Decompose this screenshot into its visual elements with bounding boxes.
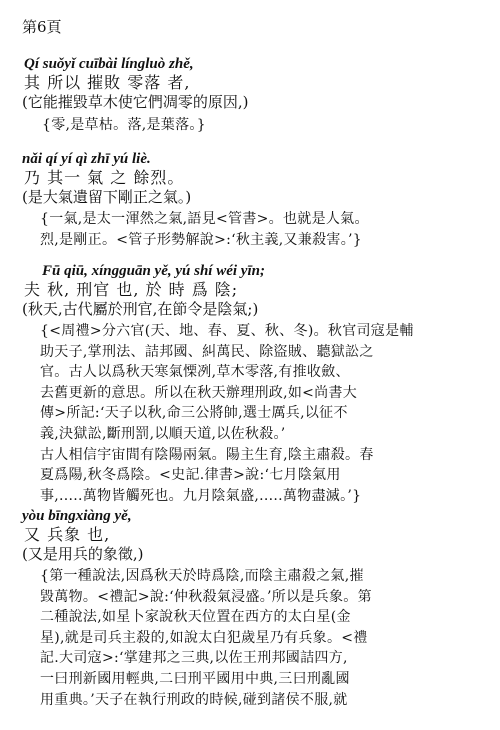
note-line: 古人相信宇宙間有陰陽兩氣。陽主生育,陰主肅殺。春 <box>40 446 374 463</box>
pinyin-line: Qí suǒyǐ cuībài língluò zhě, <box>24 56 194 72</box>
note-line: 義,決獄訟,斷刑罰,以順天道,以佐秋殺。’ <box>40 425 286 442</box>
note-line: {<周禮>分六官(天、地、春、夏、秋、冬)。秋官司寇是輔 <box>40 323 414 339</box>
note-line: 用重典。’天子在執行刑政的時候,碰到諸侯不服,就 <box>40 691 348 708</box>
note-line: 事,.....萬物皆觸死也。九月陰氣盛,.....萬物盡滅。’} <box>40 487 362 504</box>
section-3 <box>0 263 500 506</box>
note-line: 二種說法,如星卜家說秋天位置在西方的太白星(金 <box>40 609 351 626</box>
chinese-line: 夫 秋, 刑官 也, 於 時 爲 陰; <box>24 280 239 299</box>
note-line: 烈,是剛正。<管子形勢解說>:‘秋主義,又兼殺害。’} <box>40 231 362 248</box>
section-2 <box>0 151 500 250</box>
note-line: 一曰刑新國用輕典,二曰刑平國用中典,三曰刑亂國 <box>40 670 350 687</box>
note-line: 毀萬物。<禮記>說:‘仲秋殺氣浸盛。’所以是兵象。第 <box>40 588 372 605</box>
note-line: {一氣,是太一渾然之氣,語見<管書>。也就是人氣。 <box>40 211 369 227</box>
note-line: 助天子,掌刑法、詰邦國、糾萬民、除盜賊、聽獄訟之 <box>40 343 374 360</box>
chinese-line: 又 兵象 也, <box>24 525 111 544</box>
pinyin-line: yòu bīngxiàng yě, <box>22 508 132 524</box>
translation-line: (它能摧毀草木使它們凋零的原因,) <box>22 93 249 111</box>
note-line: 夏爲陽,秋冬爲陰。<史記.律書>說:‘七月陰氣用 <box>40 467 341 484</box>
note-line: {零,是草枯。落,是葉落。} <box>42 117 206 133</box>
note-line: 傳>所記:‘天子以秋,命三公將帥,選士厲兵,以征不 <box>40 405 348 422</box>
note-line: 記.大司寇>:‘掌建邦之三典,以佐王刑邦國詰四方, <box>40 650 348 667</box>
translation-line: (是大氣遺留下剛正之氣。) <box>22 188 192 206</box>
section-1 <box>0 56 500 136</box>
pinyin-line: Fū qiū, xíngguān yě, yú shí wéi yīn; <box>42 263 265 279</box>
note-line: 去舊更新的意思。所以在秋天辦理刑政,如<尚書大 <box>40 384 358 401</box>
pinyin-line: nǎi qí yí qì zhī yú liè. <box>22 151 151 167</box>
note-line: {第一種說法,因爲秋天於時爲陰,而陰主肅殺之氣,摧 <box>40 568 364 584</box>
note-line: 星),就是司兵主殺的,如說太白犯歲星乃有兵象。<禮 <box>40 629 368 646</box>
page-number: 第6頁 <box>22 18 62 36</box>
section-4 <box>0 508 500 710</box>
translation-line: (又是用兵的象徵,) <box>22 545 144 563</box>
chinese-line: 乃 其一 氣 之 餘烈。 <box>24 168 185 187</box>
chinese-line: 其 所以 摧敗 零落 者, <box>24 73 191 92</box>
note-line: 官。古人以爲秋天寒氣慄冽,草木零落,有推收斂、 <box>40 364 350 381</box>
translation-line: (秋天,古代屬於刑官,在節令是陰氣;) <box>22 300 259 318</box>
